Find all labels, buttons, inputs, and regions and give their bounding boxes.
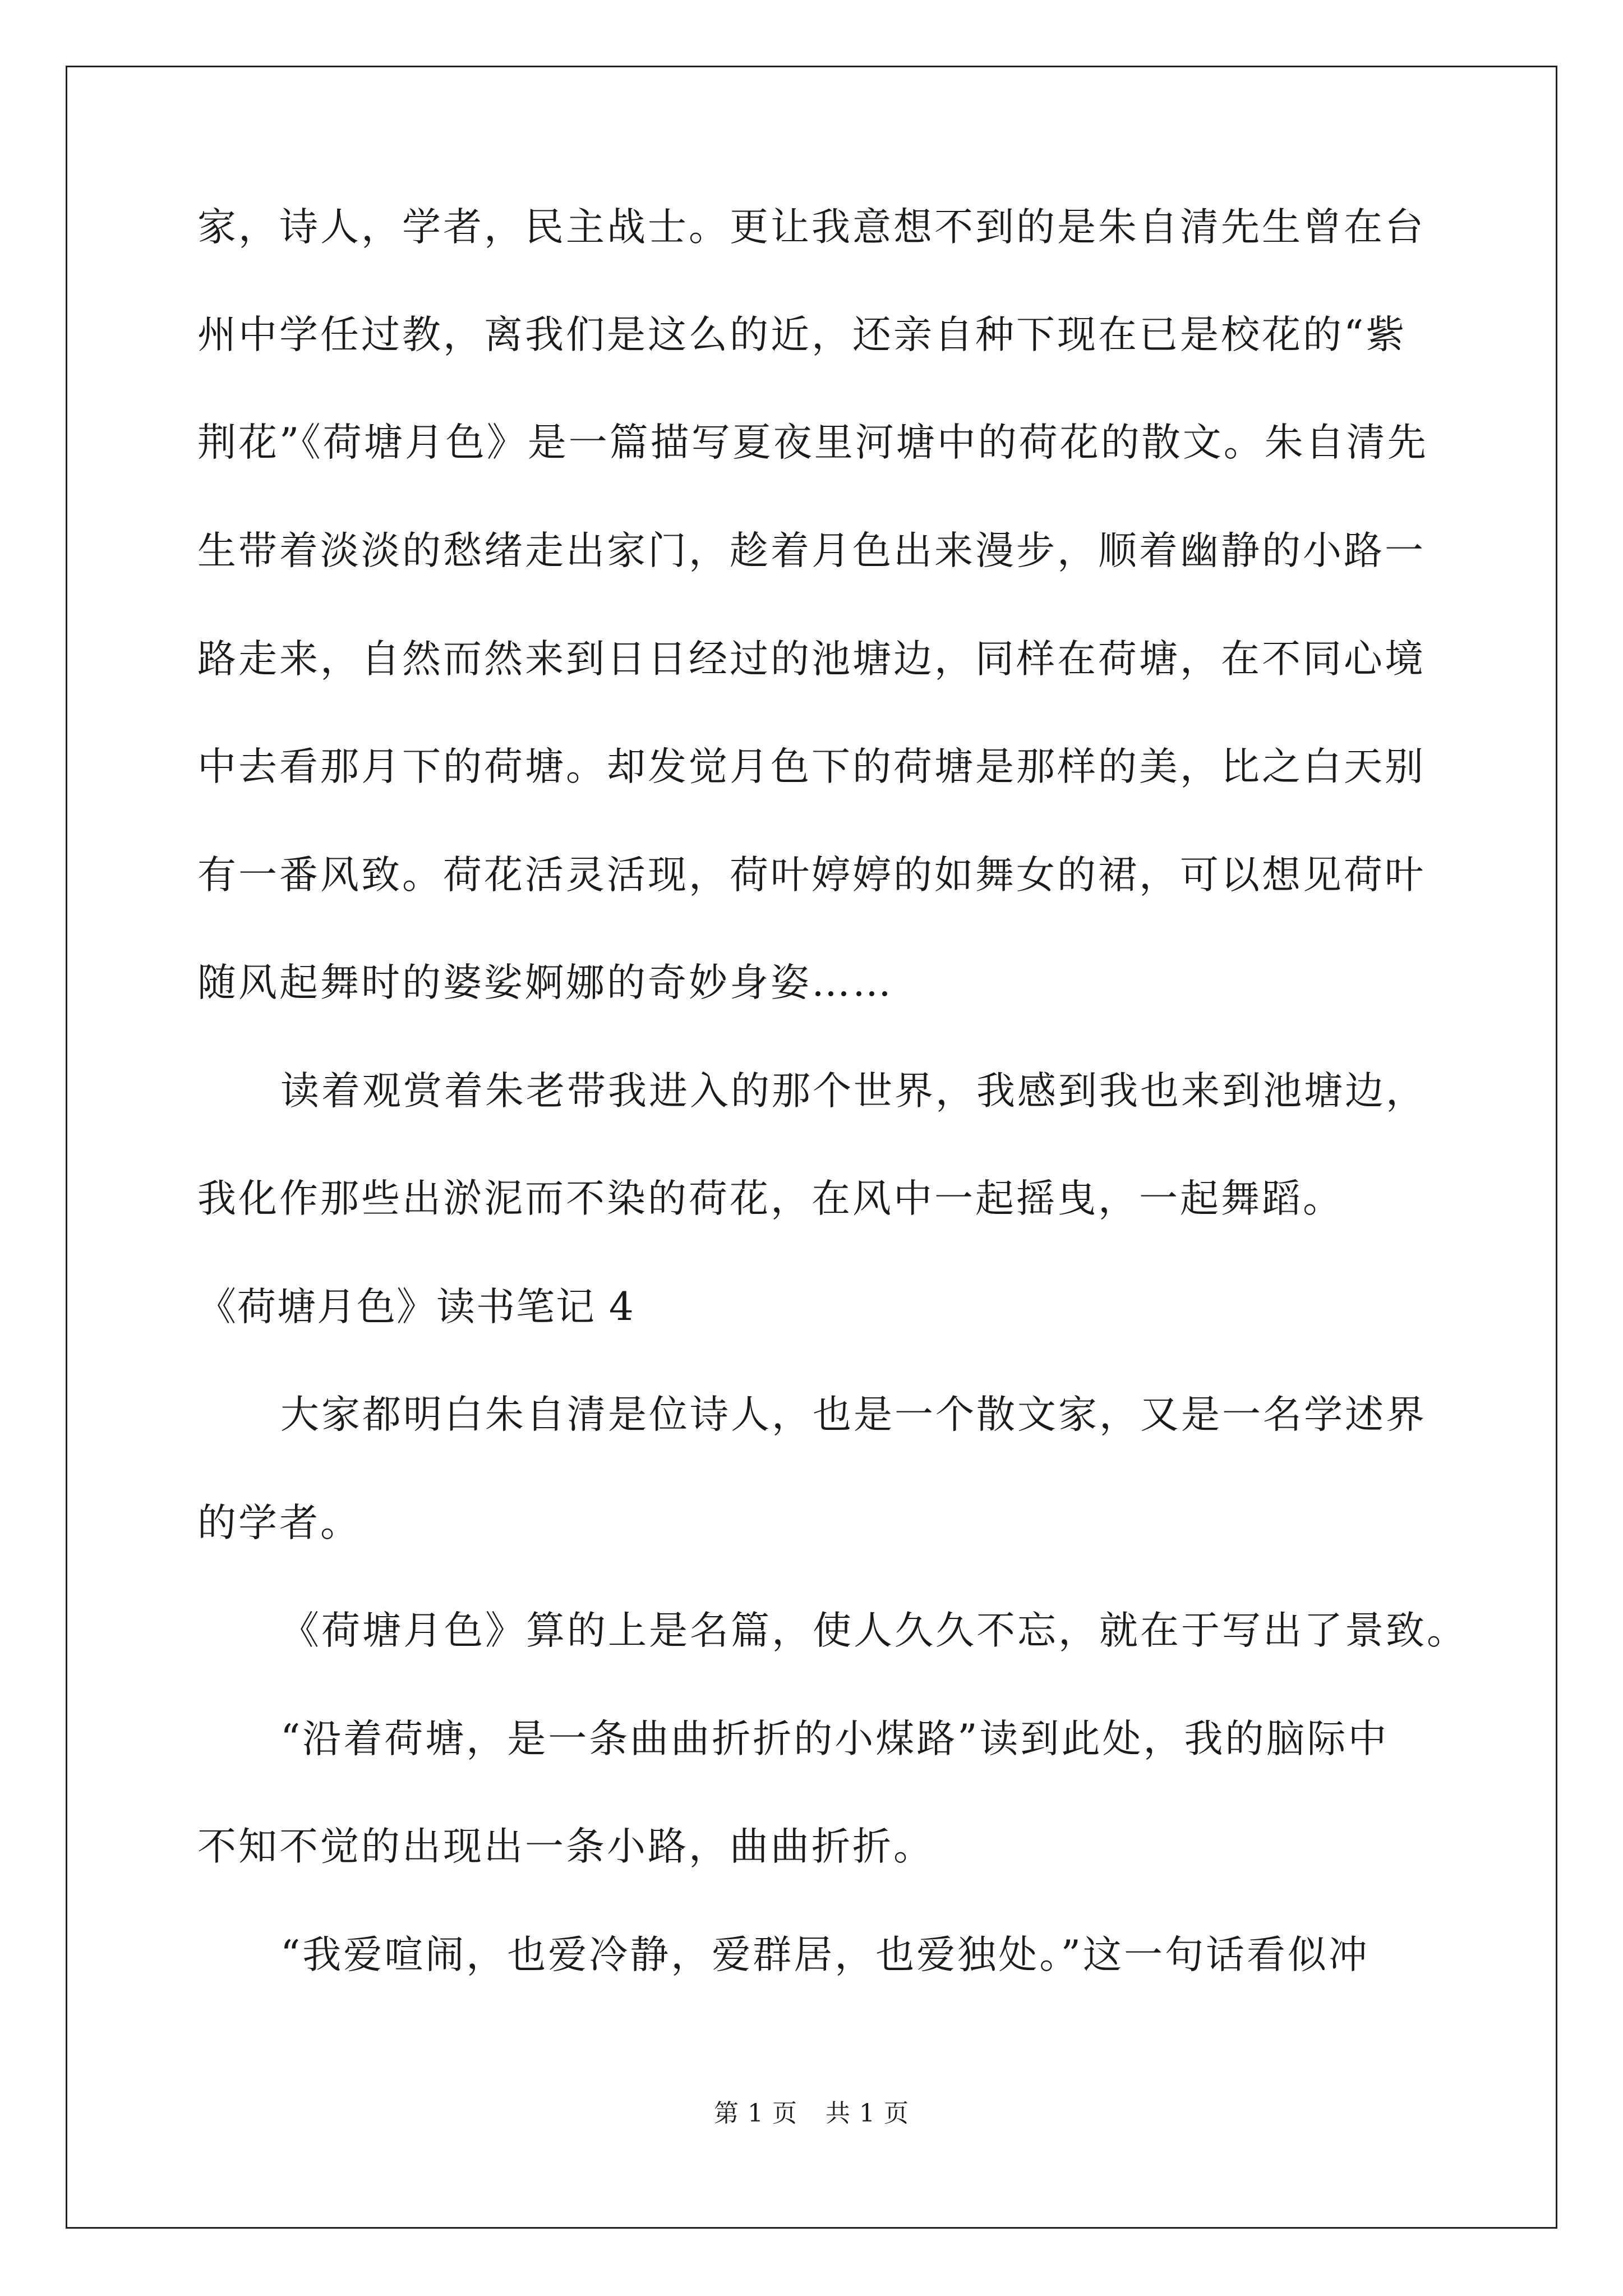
text-line: 中去看那月下的荷塘。却发觉月色下的荷塘是那样的美，比之白天别 — [197, 744, 1426, 789]
page-border — [66, 66, 1557, 2229]
paragraph-first-line: 读着观赏着朱老带我进入的那个世界，我感到我也来到池塘边， — [280, 1069, 1427, 1114]
page-total: 共 1 页 — [826, 2099, 909, 2128]
text-line: 随风起舞时的婆娑婀娜的奇妙身姿…… — [197, 960, 893, 1005]
paragraph-first-line: 大家都明白朱自清是位诗人，也是一个散文家，又是一名学述界 — [280, 1392, 1427, 1437]
paragraph-first-line: 《荷塘月色》算的上是名篇，使人久久不忘，就在于写出了景致。 — [280, 1608, 1468, 1653]
text-line: 家，诗人，学者，民主战士。更让我意想不到的是朱自清先生曾在台 — [197, 205, 1426, 250]
text-line: 生带着淡淡的愁绪走出家门，趁着月色出来漫步，顺着幽静的小路一 — [197, 528, 1426, 573]
paragraph-first-line: “我爱喧闹，也爱冷静，爱群居，也爱独处。”这一句话看似冲 — [280, 1932, 1370, 1977]
text-line: 的学者。 — [197, 1501, 361, 1545]
text-line: 不知不觉的出现出一条小路，曲曲折折。 — [197, 1824, 934, 1869]
text-line: 州中学任过教，离我们是这么的近，还亲自种下现在已是校花的“紫 — [197, 312, 1407, 357]
text-line: 我化作那些出淤泥而不染的荷花，在风中一起摇曳，一起舞蹈。 — [197, 1176, 1344, 1221]
page-footer — [0, 2097, 1623, 2131]
text-line: 路走来，自然而然来到日日经过的池塘边，同样在荷塘，在不同心境 — [197, 637, 1426, 682]
text-line: 有一番风致。荷花活灵活现，荷叶婷婷的如舞女的裙，可以想见荷叶 — [197, 853, 1426, 898]
section-heading: 《荷塘月色》读书笔记 4 — [197, 1285, 635, 1329]
page-number: 第 1 页 — [714, 2099, 797, 2128]
text-line: 荆花”《荷塘月色》是一篇描写夏夜里河塘中的荷花的散文。朱自清先 — [197, 420, 1428, 465]
paragraph-first-line: “沿着荷塘，是一条曲曲折折的小煤路”读到此处，我的脑际中 — [280, 1717, 1389, 1761]
